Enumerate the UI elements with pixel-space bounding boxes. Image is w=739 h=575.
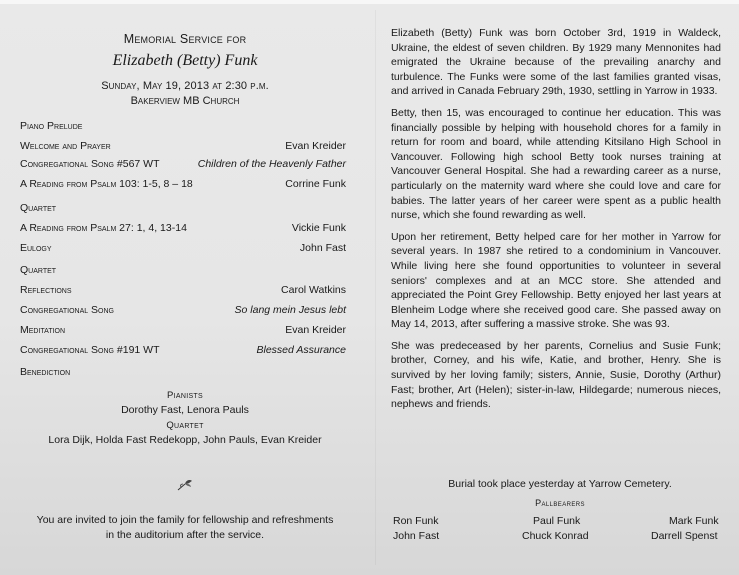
pallbearer-name: Paul Funk	[533, 515, 581, 527]
program-row	[20, 324, 346, 340]
program-item: A Reading from Psalm 103: 1-5, 8 – 18	[20, 178, 193, 190]
program-row	[20, 284, 346, 300]
program-row	[20, 304, 346, 320]
program-row	[20, 140, 346, 156]
program-song-title: Children of the Heavenly Father	[197, 158, 346, 170]
program-item: Congregational Song #567 WT	[20, 158, 160, 170]
program-person: John Fast	[299, 242, 346, 254]
quartet-label: Quartet	[166, 420, 204, 431]
invitation-line-1: You are invited to join the family for fellowship and refreshments	[36, 514, 334, 526]
pallbearer-name: Darrell Spenst	[651, 530, 718, 542]
pallbearers-label: Pallbearers	[535, 498, 585, 508]
program-song-title: So lang mein Jesus lebt	[234, 304, 346, 316]
program-person: Corrine Funk	[285, 178, 346, 190]
program-item: Welcome and Prayer	[20, 140, 111, 152]
program-row	[20, 222, 346, 238]
program-item: Congregational Song	[20, 304, 114, 316]
program-item: Eulogy	[20, 242, 52, 254]
pianists-label: Pianists	[167, 390, 203, 401]
obituary-paragraph: Betty, then 15, was encouraged to continue her education. This was financially possible by helping with household chores for a family in return for room and board, while attending Kitsilano High School in Vancouver. Following high school Betty took nurses training at Vancouver General Hospital. She had a rewarding career as a nurse, particularly on the maternity ward where she could love and care for babies. The latter years of her career were spent as a public health nurse, which she found rewarding as well.	[391, 106, 721, 222]
program-row	[20, 264, 346, 280]
program-item: Piano Prelude	[20, 120, 83, 132]
program-row	[20, 344, 346, 360]
invitation-line-2: in the auditorium after the service.	[105, 529, 265, 541]
pallbearer-name: Chuck Konrad	[522, 530, 589, 542]
program-row	[20, 120, 346, 136]
program-person: Carol Watkins	[281, 284, 346, 296]
pallbearer-name: John Fast	[393, 530, 440, 542]
program-row	[20, 158, 346, 174]
program-item: Reflections	[20, 284, 72, 296]
quartet-names: Lora Dijk, Holda Fast Redekopp, John Pauls, Evan Kreider	[48, 434, 322, 446]
program-person: Evan Kreider	[285, 324, 346, 336]
fold-line	[375, 10, 376, 565]
program-item: Benediction	[20, 366, 71, 378]
program-item: Congregational Song #191 WT	[20, 344, 160, 356]
obituary-paragraph: Elizabeth (Betty) Funk was born October 3rd, 1919 in Waldeck, Ukraine, the eldest of seven children. By 1929 many Mennonites had emigrated the Ukraine because of the prevailing anarchy and turbulence. The Funks were some of the last families granted visas, and arrived in Canada February 29th, 1930, settling in Yarrow in 1933.	[391, 27, 721, 98]
church-name: Bakerview MB Church	[130, 95, 240, 107]
program-row	[20, 202, 346, 218]
service-date: Sunday, May 19, 2013 at 2:30 p.m.	[101, 80, 269, 92]
program-item: Quartet	[20, 202, 57, 214]
deceased-name: Elizabeth (Betty) Funk	[112, 52, 258, 69]
pianists-names: Dorothy Fast, Lenora Pauls	[121, 404, 249, 416]
burial-note: Burial took place yesterday at Yarrow Cemetery.	[448, 478, 672, 490]
program-item: Meditation	[20, 324, 66, 336]
obituary-paragraph: Upon her retirement, Betty helped care for her mother in Yarrow for several years. In 1987 she retired to a condominium in Vancouver. While living here she found opportunities to volunteer in several seniors' complexes and at an MCC store. She attended and appreciated the Point Grey Fellowship. Betty enjoyed her last years at Blenheim Lodge where she received good care. She passed away on May 14, 2013, after suffering a massive stroke. She was 93.	[391, 230, 721, 331]
pallbearer-name: Mark Funk	[669, 515, 719, 527]
program-row	[20, 242, 346, 258]
program-row	[20, 178, 346, 194]
service-heading: Memorial Service for	[123, 32, 247, 46]
program-item: Quartet	[20, 264, 57, 276]
obituary-text	[391, 26, 721, 419]
program-song-title: Blessed Assurance	[256, 344, 346, 356]
scan-edge	[0, 0, 739, 4]
flower-icon	[176, 478, 194, 492]
program-person: Vickie Funk	[291, 222, 346, 234]
program-item: A Reading from Psalm 27: 1, 4, 13-14	[20, 222, 187, 234]
program-row	[20, 366, 346, 382]
program-person: Evan Kreider	[285, 140, 346, 152]
obituary-paragraph: She was predeceased by her parents, Cornelius and Susie Funk; brother, Corney, and his wife, Katie, and brother, Henry. She is survived by her loving family; sisters, Annie, Susie, Dorothy (Arthur) Fast; brother, Art (Helen); sister-in-law, Hildegarde; numerous nieces, nephews and friends.	[391, 339, 721, 411]
pallbearer-name: Ron Funk	[393, 515, 439, 527]
